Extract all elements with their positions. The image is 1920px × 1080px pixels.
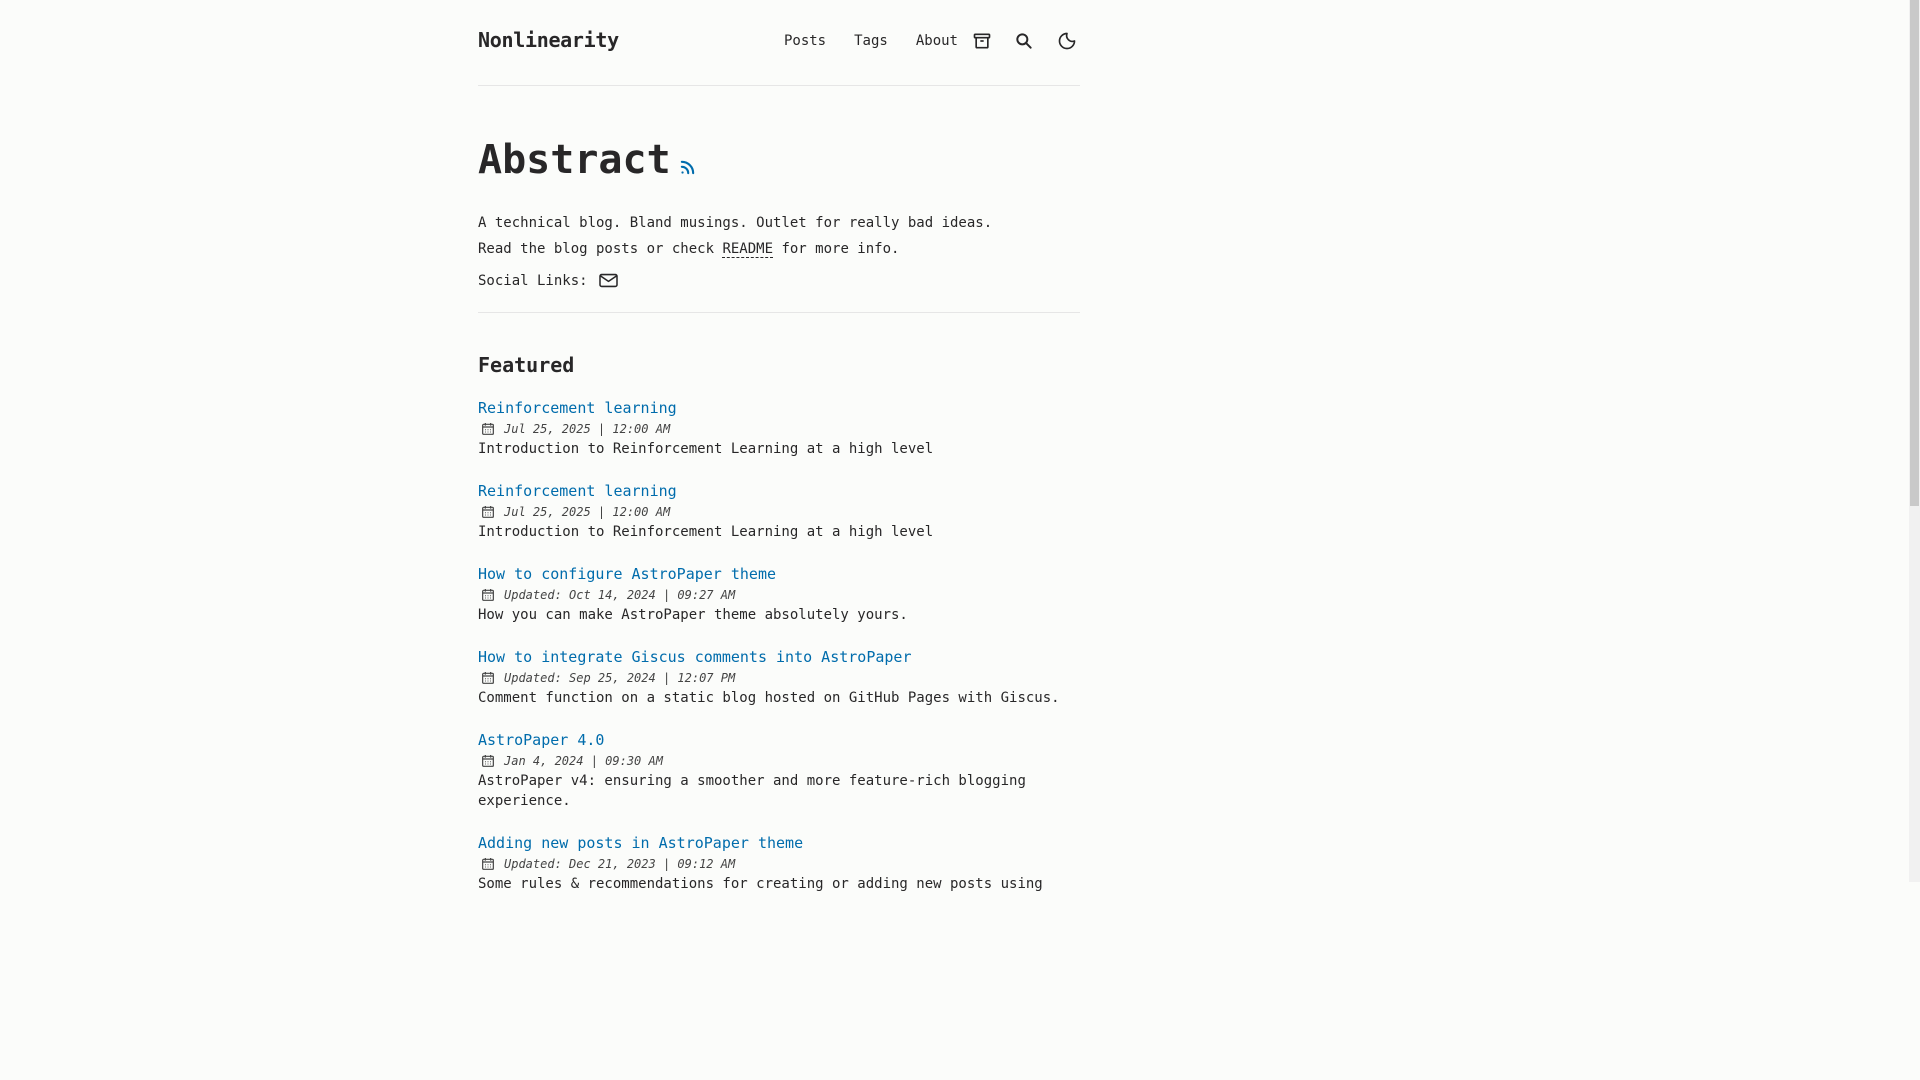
post-title-link[interactable]: Adding new posts in AstroPaper theme — [478, 834, 804, 852]
calendar-icon — [480, 670, 496, 686]
intro-line-2-suffix: for more info. — [773, 241, 900, 257]
page-container — [478, 0, 1080, 915]
post-description: Introduction to Reinforcement Learning at a high level — [478, 441, 934, 457]
post-description: How you can make AstroPaper theme absolutely yours. — [478, 607, 908, 623]
post-date-text: Jul 25, 2025 | 12:00 AM — [504, 505, 671, 519]
post-description: Some rules & recommendations for creating or adding new posts using — [478, 876, 1043, 892]
post-title-link[interactable]: How to configure AstroPaper theme — [478, 565, 777, 583]
post-description: Introduction to Reinforcement Learning at a high level — [478, 524, 934, 540]
post-date — [478, 752, 1080, 770]
site-header — [478, 0, 1080, 86]
post-date — [478, 855, 1080, 873]
site-title-link[interactable]: Nonlinearity — [478, 28, 619, 52]
social-links — [478, 272, 1080, 289]
rss-feed-icon[interactable] — [679, 159, 696, 176]
intro-line-2-prefix: Read the blog posts or check — [478, 241, 723, 257]
post-description: AstroPaper v4: ensuring a smoother and more feature-rich blogging experience. — [478, 773, 1026, 809]
post-date-text: Updated: Dec 21, 2023 | 09:12 AM — [504, 857, 736, 871]
featured-heading: Featured — [478, 353, 575, 377]
main-nav — [784, 30, 1080, 52]
intro-text — [478, 210, 1080, 262]
post-title-link[interactable]: How to integrate Giscus comments into AstroPaper — [478, 648, 912, 666]
scrollbar-thumb[interactable] — [1910, 0, 1919, 506]
calendar-icon — [480, 504, 496, 520]
post-list — [478, 397, 1080, 894]
post-item — [478, 832, 1080, 894]
mail-icon[interactable] — [598, 272, 619, 289]
post-title-link[interactable]: Reinforcement learning — [478, 399, 677, 417]
post-item — [478, 563, 1080, 625]
social-links-label: Social Links: — [478, 272, 588, 289]
nav-about-link[interactable]: About — [915, 33, 958, 49]
post-date-text: Jul 25, 2025 | 12:00 AM — [504, 422, 671, 436]
post-item — [478, 646, 1080, 708]
calendar-icon — [480, 587, 496, 603]
scrollbar[interactable] — [1909, 0, 1920, 882]
post-item — [478, 480, 1080, 542]
post-title-link[interactable]: AstroPaper 4.0 — [478, 731, 605, 749]
post-title-link[interactable]: Reinforcement learning — [478, 482, 677, 500]
post-item — [478, 729, 1080, 811]
archive-icon[interactable] — [971, 30, 993, 52]
intro-line-1: A technical blog. Bland musings. Outlet for really bad ideas. — [478, 215, 993, 231]
post-date — [478, 420, 1080, 438]
readme-link[interactable]: README — [722, 241, 774, 257]
featured-section — [478, 313, 1080, 894]
moon-icon[interactable] — [1056, 30, 1078, 52]
post-date-text: Updated: Sep 25, 2024 | 12:07 PM — [504, 671, 736, 685]
post-date — [478, 586, 1080, 604]
post-description: Comment function on a static blog hosted on GitHub Pages with Giscus. — [478, 690, 1060, 706]
intro-line-2 — [478, 236, 1080, 262]
calendar-icon — [480, 421, 496, 437]
nav-posts-link[interactable]: Posts — [783, 33, 827, 49]
post-item — [478, 397, 1080, 459]
hero-title-row — [478, 130, 1080, 190]
page-title: Abstract — [478, 137, 671, 183]
nav-tags-link[interactable]: Tags — [854, 33, 888, 49]
calendar-icon — [480, 856, 496, 872]
hero-section — [478, 86, 1080, 313]
post-date-text: Updated: Oct 14, 2024 | 09:27 AM — [504, 588, 736, 602]
post-date-text: Jan 4, 2024 | 09:30 AM — [504, 754, 663, 768]
calendar-icon — [480, 753, 496, 769]
post-date — [478, 669, 1080, 687]
post-date — [478, 503, 1080, 521]
search-icon[interactable] — [1013, 30, 1035, 52]
